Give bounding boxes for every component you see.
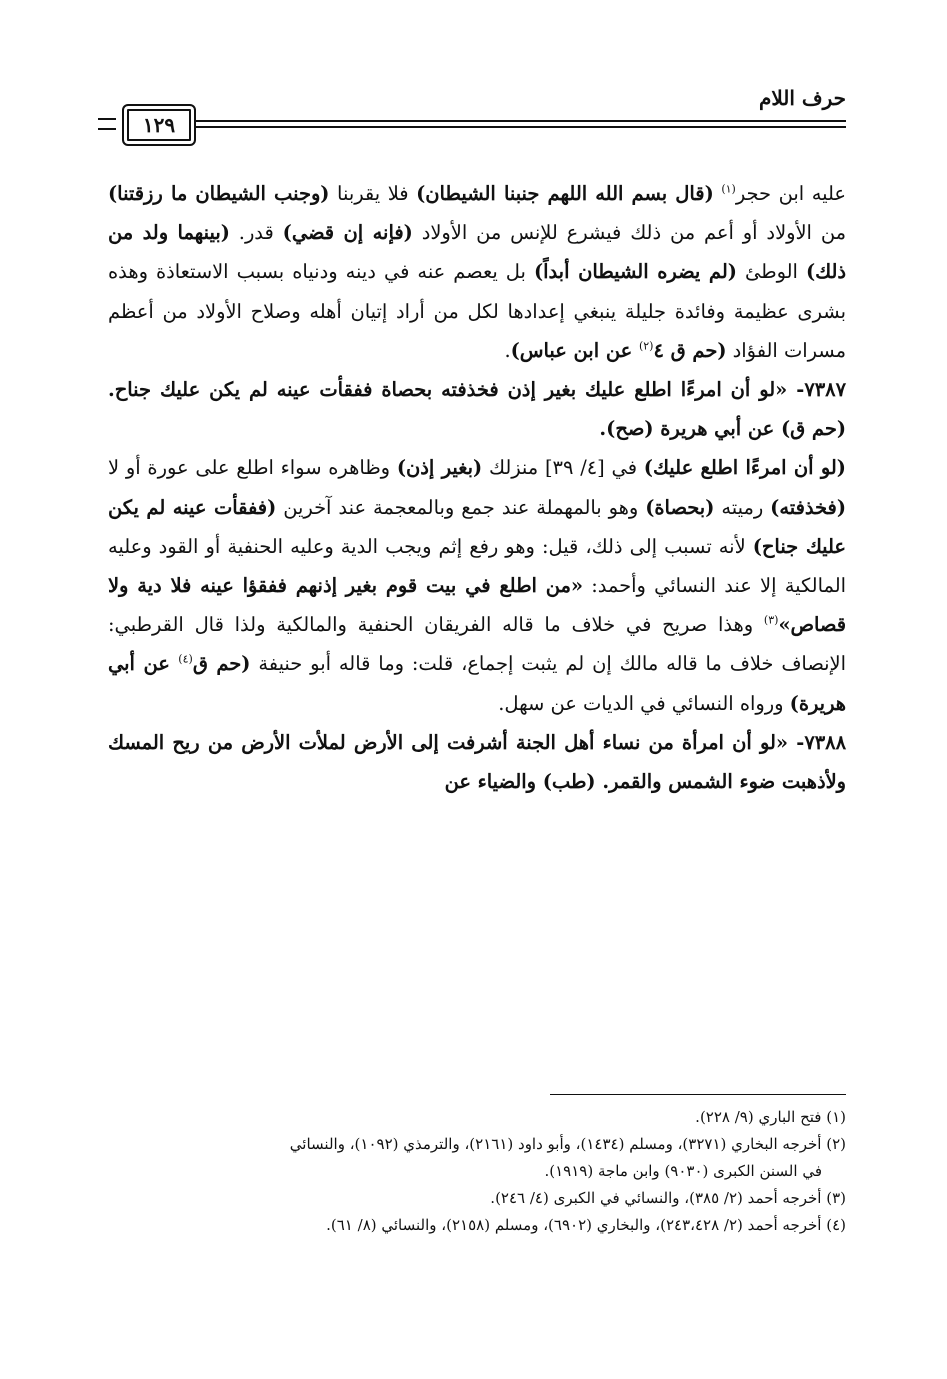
- footnote-ref-2: (٢): [638, 339, 654, 353]
- commentary-paragraph-2: (لو أن امرءًا اطلع عليك) في [٤/ ٣٩] منزلك (بغير إذن) وظاهره سواء اطلع على عورة أو لا (فخذفته) رميته (بحصاة) وهو بالمهملة عند جمع وبالمعجمة عند آخرين (ففقأت عينه لم يكن عليك جناح) لأنه تسبب إلى ذلك، قيل: وهو رفع إثم ويجب الدية وعليه الحنفية أو القود وعليه المالكية إلا عند النسائي وأحمد: «من اطلع في بيت قوم بغير إذنهم ففقؤا عينه فلا دية ولا قصاص»$^{(٣)}$ وهذا صريح في خلاف ما قاله الفريقان الحنفية والمالكية ولذا قال القرطبي: الإنصاف خلاف ما قاله مالك إن لم يثبت إجماع، قلت: وما قاله أبو حنيفة (حم ق$^{(٤)}$ عن أبي هريرة) ورواه النسائي في الديات عن سهل.: [108, 456, 847, 715]
- header-rule-end: [98, 118, 116, 130]
- footnote-ref-1: (١): [721, 182, 736, 196]
- footnote-separator: [550, 1094, 846, 1095]
- footnote-ref-3: (٣): [763, 613, 779, 627]
- hadith-entry-7388: [108, 723, 846, 801]
- main-text: [108, 174, 846, 801]
- entry-text: «لو أن امرأة من نساء أهل الجنة أشرفت إلى الأرض لملأت الأرض من ريح المسك ولأذهبت ضوء الشمس والقمر. (طب) والضياء عن: [108, 730, 846, 794]
- footnote-ref-4: (٤): [178, 652, 193, 666]
- footnote-4: (٤) أخرجه أحمد (٢/ ٢٤٣،٤٢٨)، والبخاري (٦٩٠٢)، ومسلم (٢١٥٨)، والنسائي (٨/ ٦١).: [326, 1216, 846, 1234]
- entry-text: «لو أن امرءًا اطلع عليك بغير إذن فخذفته بحصاة ففقأت عينه لم يكن عليك جناح. (حم ق) عن أبي هريرة (صح).: [108, 378, 846, 441]
- page-number: ١٢٩: [122, 104, 196, 146]
- footnote-3: (٣) أخرجه أحمد (٢/ ٣٨٥)، والنسائي في الكبرى (٤/ ٢٤٦).: [490, 1189, 846, 1207]
- footnote-2: (٢) أخرجه البخاري (٣٢٧١)، ومسلم (١٤٣٤)، وأبو داود (٢١٦١)، والترمذي (١٠٩٢)، والنسائي: [289, 1135, 846, 1153]
- footnotes: [108, 1104, 846, 1239]
- header-rule: [186, 120, 846, 128]
- footnote-2-continuation: في السنن الكبرى (٩٠٣٠) وابن ماجة (١٩١٩).: [544, 1162, 822, 1180]
- footnote-1: (١) فتح الباري (٩/ ٢٢٨).: [695, 1108, 846, 1126]
- running-title: حرف اللام: [758, 86, 846, 110]
- book-page: [108, 80, 846, 1310]
- commentary-paragraph-1: عليه ابن حجر$^{(١)}$ (قال بسم الله اللهم جنبنا الشيطان) فلا يقربنا (وجنب الشيطان ما رزقتنا) من الأولاد أو أعم من ذلك فيشرع للإنس من الأولاد (فإنه إن قضي) قدر. (بينهما ولد من ذلك) الوطئ (لم يضره الشيطان أبداً) بل يعصم عنه في دينه ودنياه بسبب الاستعاذة وهذه بشرى عظيمة وفائدة جليلة ينبغي إعدادها لكل من أراد إتيان أهله وصلاح الأولاد من أعظم مسرات الفؤاد (حم ق ٤$^{(٢)}$ عن ابن عباس).: [108, 182, 846, 362]
- entry-number: ٧٣٨٧-: [796, 378, 846, 402]
- entry-number: ٧٣٨٨-: [796, 730, 846, 754]
- hadith-entry-7387: [108, 370, 846, 448]
